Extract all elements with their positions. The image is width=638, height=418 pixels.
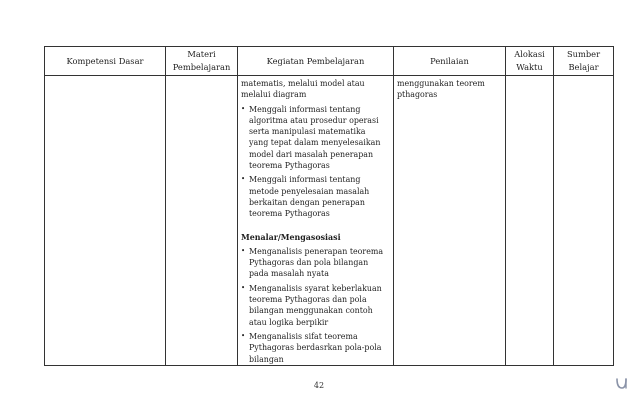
list-item (241, 331, 387, 365)
header-materi-pembelajaran: Materi Pembelajaran (166, 47, 238, 76)
list-item (241, 104, 387, 172)
penilaian-text: menggunakan teorem pthagoras (397, 79, 485, 100)
cell-kegiatan-pembelajaran (238, 76, 394, 366)
header-penilaian: Penilaian (394, 47, 506, 76)
cell-alokasi-waktu (506, 76, 554, 366)
kegiatan-continuation-text: matematis, melalui model atau melalui diagram (241, 79, 365, 100)
list-item (241, 283, 387, 328)
list-item-text: Menggali informasi tentang algoritma atau prosedur operasi serta manipulasi matematika yang tepat dalam menyelesaikan model dari masalah penerapan teorema Pythagoras (249, 104, 381, 171)
list-item-text: Menganalisis syarat keberlakuan teorema Pythagoras dan pola bilangan menggunakan contoh atau logika berpikir (249, 283, 382, 327)
header-kegiatan-pembelajaran: Kegiatan Pembelajaran (238, 47, 394, 76)
cell-penilaian (394, 76, 506, 366)
header-kompetensi-dasar: Kompetensi Dasar (45, 47, 166, 76)
curriculum-table (44, 46, 614, 366)
table-header-row (45, 47, 614, 76)
list-item-text: Menggali informasi tentang metode penyelesaian masalah berkaitan dengan penerapan teorema Pythagoras (249, 175, 370, 219)
bullet-icon: • (241, 175, 246, 184)
list-item (241, 174, 387, 219)
page-number: 42 (313, 381, 325, 390)
bullet-icon: • (241, 283, 246, 292)
cell-kompetensi-dasar (45, 76, 166, 366)
bullet-icon: • (241, 104, 246, 113)
bullet-icon: • (241, 246, 246, 255)
section-heading: Menalar/Mengasosiasi (241, 232, 341, 242)
list-item (241, 246, 387, 280)
header-alokasi-waktu: Alokasi Waktu (506, 47, 554, 76)
table-row (45, 76, 614, 366)
list-item-text: Menganalisis penerapan teorema Pythagoras dan pola bilangan pada masalah nyata (249, 246, 384, 279)
cell-sumber-belajar (554, 76, 614, 366)
list-item-text: Menganalisis sifat teorema Pythagoras berdasrkan pola-pola bilangan (249, 331, 382, 364)
cell-materi-pembelajaran (166, 76, 238, 366)
bullet-icon: • (241, 331, 246, 340)
logo-icon (614, 375, 630, 391)
header-sumber-belajar: Sumber Belajar (554, 47, 614, 76)
